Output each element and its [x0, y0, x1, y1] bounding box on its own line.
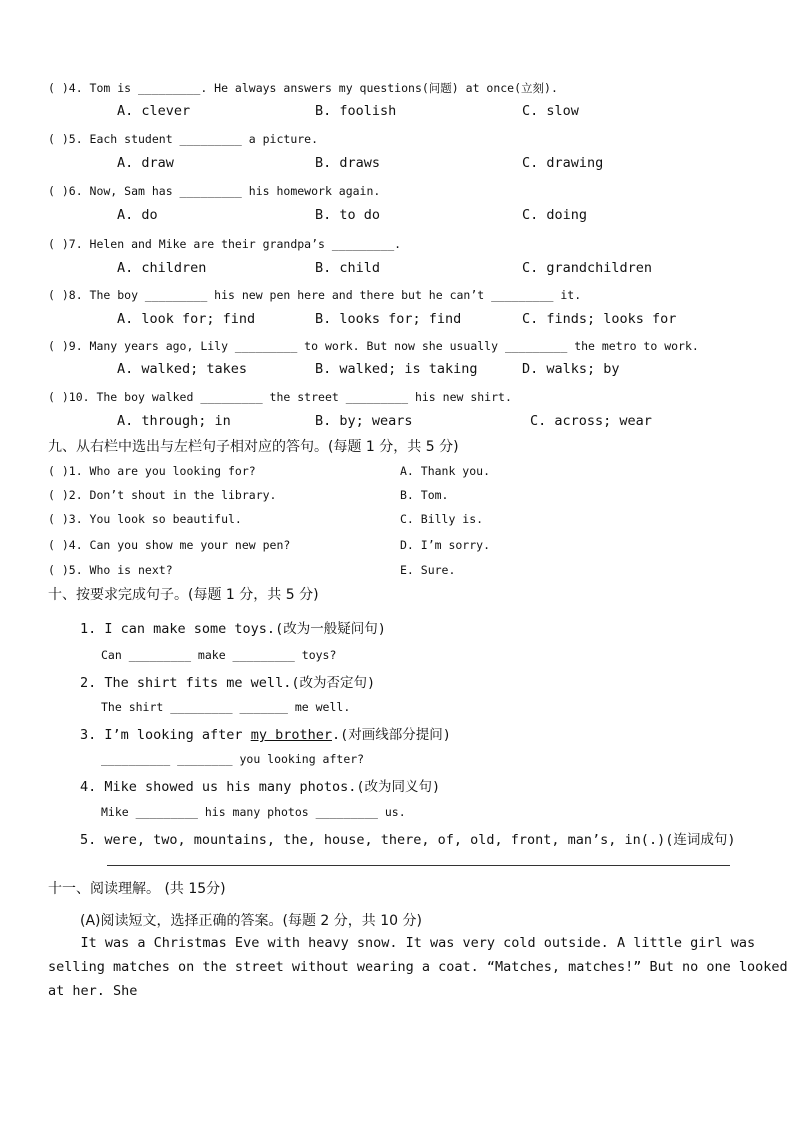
rewrite-question-2: 2. The shirt fits me well.(改为否定句): [80, 675, 376, 691]
question-text: ( )4. Tom is _________. He always answers my questions(问题) at once(立刻).: [48, 81, 558, 95]
rewrite-question-5: 5. were, two, mountains, the, house, there, of, old, front, man’s, in(.)(连词成句): [80, 832, 736, 848]
option-c: C. drawing: [522, 155, 604, 171]
answer-line: [107, 865, 730, 866]
list-item: B. Tom.: [400, 488, 449, 502]
rewrite-question-4: 4. Mike showed us his many photos.(改为同义句): [80, 779, 441, 795]
rewrite-question-1: 1. I can make some toys.(改为一般疑问句): [80, 621, 386, 637]
option-a: A. do: [117, 207, 158, 223]
rewrite-answer-4: Mike _________ his many photos _________ us.: [101, 805, 406, 819]
rewrite-question-3: [80, 723, 451, 743]
list-item: ( )5. Who is next?: [48, 563, 173, 577]
option-a: A. clever: [117, 103, 191, 119]
option-b: B. foolish: [315, 103, 397, 119]
passage-line-1: It was a Christmas Eve with heavy snow. It was very cold outside. A little girl was: [48, 935, 756, 951]
list-item: ( )4. Can you show me your new pen?: [48, 538, 291, 552]
section-9-heading: 九、从右栏中选出与左栏句子相对应的答句。(每题 1 分，共 5 分): [48, 439, 459, 455]
question-text: ( )7. Helen and Mike are their grandpa’s _________.: [48, 237, 402, 251]
option-c: C. grandchildren: [522, 260, 653, 276]
question-prefix: 3. I’m looking after: [80, 727, 251, 743]
question-suffix: .(对画线部分提问): [331, 727, 451, 743]
reading-subheading: (A)阅读短文，选择正确的答案。(每题 2 分，共 10 分): [80, 913, 422, 929]
question-text: ( )10. The boy walked _________ the street _________ his new shirt.: [48, 390, 512, 404]
option-b: B. draws: [315, 155, 381, 171]
option-a: A. draw: [117, 155, 174, 171]
rewrite-answer-2: The shirt _________ _______ me well.: [101, 700, 351, 714]
option-c: C. finds; looks for: [522, 311, 677, 327]
option-a: A. children: [117, 260, 207, 276]
option-b: B. walked; is taking: [315, 361, 478, 377]
list-item: ( )1. Who are you looking for?: [48, 464, 256, 478]
passage-line-3: at her. She: [48, 983, 138, 999]
option-c: D. walks; by: [522, 361, 620, 377]
list-item: ( )3. You look so beautiful.: [48, 512, 242, 526]
option-b: B. looks for; find: [315, 311, 462, 327]
section-10-heading: 十、按要求完成句子。(每题 1 分，共 5 分): [48, 587, 319, 603]
question-text: ( )8. The boy _________ his new pen here and there but he can’t _________ it.: [48, 288, 582, 302]
question-text: ( )5. Each student _________ a picture.: [48, 132, 319, 146]
option-b: B. by; wears: [315, 413, 413, 429]
option-a: A. through; in: [117, 413, 231, 429]
option-a: A. walked; takes: [117, 361, 248, 377]
option-c: C. across; wear: [530, 413, 652, 429]
question-text: ( )9. Many years ago, Lily _________ to work. But now she usually _________ the metro to work.: [48, 339, 699, 353]
list-item: C. Billy is.: [400, 512, 484, 526]
list-item: D. I’m sorry.: [400, 538, 491, 552]
rewrite-answer-3: __________ ________ you looking after?: [101, 752, 365, 766]
passage-line-2: selling matches on the street without wearing a coat. “Matches, matches!” But no one looked: [48, 959, 788, 975]
list-item: ( )2. Don’t shout in the library.: [48, 488, 277, 502]
option-c: C. slow: [522, 103, 579, 119]
question-text: ( )6. Now, Sam has _________ his homework again.: [48, 184, 381, 198]
list-item: E. Sure.: [400, 563, 456, 577]
rewrite-answer-1: Can _________ make _________ toys?: [101, 648, 337, 662]
option-b: B. child: [315, 260, 381, 276]
section-11-heading: 十一、阅读理解。 (共 15分): [48, 881, 226, 897]
option-b: B. to do: [315, 207, 381, 223]
option-c: C. doing: [522, 207, 588, 223]
option-a: A. look for; find: [117, 311, 256, 327]
list-item: A. Thank you.: [400, 464, 491, 478]
underlined-phrase: my brother: [250, 727, 332, 743]
